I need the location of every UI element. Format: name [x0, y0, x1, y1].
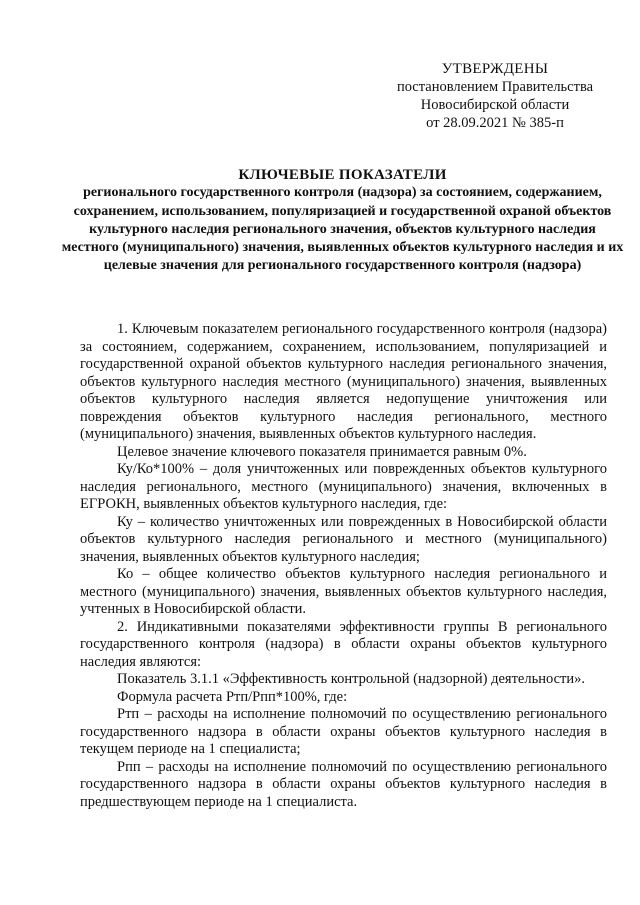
paragraph-5: Ко – общее количество объектов культурного наследия регионального и местного (муниципального) значения, выявленных объектов культурного наследия, учтенных в Новосибирской области.	[80, 566, 607, 617]
paragraph-9: Ртп – расходы на исполнение полномочий по осуществлению регионального государственного надзора в области охраны объектов культурного наследия в текущем периоде на 1 специалиста;	[80, 706, 607, 757]
approval-heading: УТВЕРЖДЕНЫ	[441, 61, 549, 77]
title-subtitle: регионального государственного контроля (надзора) за состоянием, содержанием, сохранением, использованием, популяризацией и государственной охраной объектов культурного наследия регионального значения, объектов культурного наследия местного (муниципального) значения, выявленных объектов культурного наследия и их целевые значения для регионального государственного контроля (надзора)	[61, 185, 624, 274]
document-body	[80, 321, 607, 811]
paragraph-8: Формула расчета Ртп/Рпп*100%, где:	[117, 688, 348, 705]
approval-line-3: от 28.09.2021 № 385-п	[426, 115, 564, 131]
paragraph-4: Ку – количество уничтоженных или поврежденных в Новосибирской области объектов культурного наследия регионального и местного (муниципального) значения, выявленных объектов культурного наследия;	[80, 513, 607, 565]
paragraph-6: 2. Индикативными показателями эффективности группы В регионального государственного контроля (надзора) в области охраны объектов культурного наследия являются:	[80, 618, 607, 670]
approval-line-1: постановлением Правительства	[396, 79, 594, 95]
paragraph-1: 1. Ключевым показателем регионального государственного контроля (надзора) за состоянием, содержанием, сохранением, использованием, популяризацией и государственной охраной объектов культурного наследия регионального значения, объектов культурного наследия местного (муниципального) значения, выявленных объектов культурного наследия является недопущение уничтожения или повреждения объектов культурного наследия регионального, местного (муниципального) значения, выявленных объектов культурного наследия.	[80, 321, 607, 442]
approval-stamp	[390, 60, 600, 132]
title-main: КЛЮЧЕВЫЕ ПОКАЗАТЕЛИ	[238, 167, 447, 183]
paragraph-2: Целевое значение ключевого показателя принимается равным 0%.	[117, 443, 527, 460]
document-title	[60, 166, 625, 276]
paragraph-7: Показатель 3.1.1 «Эффективность контрольной (надзорной) деятельности».	[117, 671, 585, 687]
paragraph-3: Ку/Ко*100% – доля уничтоженных или поврежденных объектов культурного наследия регионального, местного (муниципального) значения, включенных в ЕГРОКН, выявленных объектов культурного наследия, где:	[80, 461, 607, 512]
approval-line-2: Новосибирской области	[420, 97, 570, 113]
paragraph-10: Рпп – расходы на исполнение полномочий по осуществлению регионального государственного надзора в области охраны объектов культурного наследия в предшествующем периоде на 1 специалиста.	[80, 758, 607, 810]
